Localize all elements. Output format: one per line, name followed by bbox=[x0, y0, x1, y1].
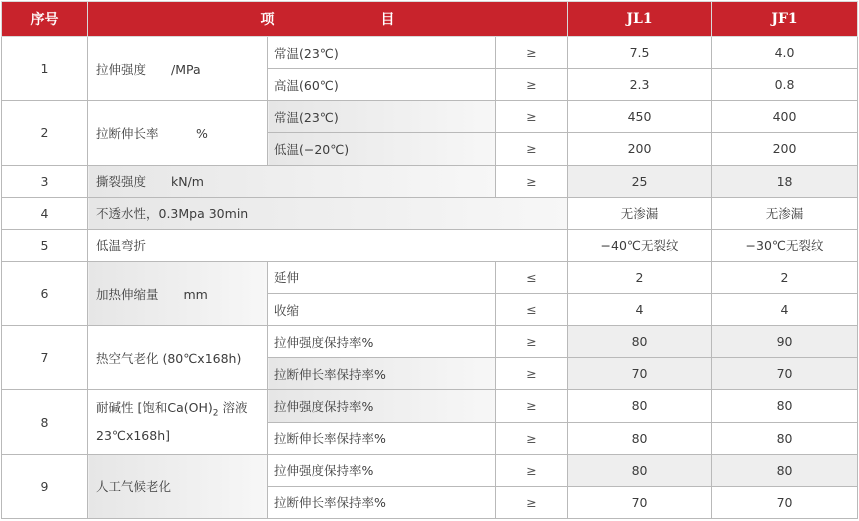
table-row bbox=[2, 197, 858, 229]
table-row bbox=[2, 165, 858, 197]
row-no: 9 bbox=[2, 454, 88, 518]
row-condition: 拉断伸长率保持率% bbox=[268, 486, 496, 518]
cell-jl1: 80 bbox=[568, 326, 712, 358]
header-item-left: 项 bbox=[260, 12, 275, 28]
cell-jl1: 80 bbox=[568, 422, 712, 454]
header-no: 序号 bbox=[2, 2, 88, 37]
cell-jl1: 200 bbox=[568, 133, 712, 165]
row-operator: ≥ bbox=[496, 486, 568, 518]
row-condition: 拉伸强度保持率% bbox=[268, 454, 496, 486]
table-row bbox=[2, 390, 858, 422]
cell-jf1: 无渗漏 bbox=[712, 197, 858, 229]
cell-jf1: 80 bbox=[712, 454, 858, 486]
row-no: 7 bbox=[2, 326, 88, 390]
row-label: 热空气老化 (80℃x168h) bbox=[88, 326, 268, 390]
table-row bbox=[2, 37, 858, 69]
row-operator: ≥ bbox=[496, 69, 568, 101]
row-label: 拉伸强度 /MPa bbox=[88, 37, 268, 101]
table-row bbox=[2, 454, 858, 486]
cell-jf1: 18 bbox=[712, 165, 858, 197]
cell-jf1: 400 bbox=[712, 101, 858, 133]
row-label: 低温弯折 bbox=[88, 229, 568, 261]
cell-jf1: 4.0 bbox=[712, 37, 858, 69]
row-label: 人工气候老化 bbox=[88, 454, 268, 518]
cell-jl1: 25 bbox=[568, 165, 712, 197]
cell-jf1: −30℃无裂纹 bbox=[712, 229, 858, 261]
cell-jf1: 70 bbox=[712, 486, 858, 518]
row-condition: 拉断伸长率保持率% bbox=[268, 358, 496, 390]
table-row bbox=[2, 101, 858, 133]
row-label: 加热伸缩量 mm bbox=[88, 261, 268, 325]
row-label: 不透水性，0.3Mpa 30min bbox=[88, 197, 568, 229]
row-operator: ≥ bbox=[496, 358, 568, 390]
cell-jl1: 70 bbox=[568, 486, 712, 518]
spec-table bbox=[1, 1, 858, 519]
cell-jf1: 80 bbox=[712, 422, 858, 454]
row-condition: 低温(−20℃) bbox=[268, 133, 496, 165]
row-condition: 高温(60℃) bbox=[268, 69, 496, 101]
cell-jf1: 80 bbox=[712, 390, 858, 422]
row-label-part: 耐碱性 [饱和Ca(OH) bbox=[96, 400, 213, 416]
row-operator: ≤ bbox=[496, 294, 568, 326]
header-jl1: JL1 bbox=[568, 2, 712, 37]
cell-jl1: 4 bbox=[568, 294, 712, 326]
cell-jf1: 200 bbox=[712, 133, 858, 165]
row-operator: ≤ bbox=[496, 261, 568, 293]
row-label: 拉断伸长率 % bbox=[88, 101, 268, 165]
row-label: 撕裂强度 kN/m bbox=[88, 165, 496, 197]
row-no: 5 bbox=[2, 229, 88, 261]
cell-jl1: 450 bbox=[568, 101, 712, 133]
cell-jl1: 70 bbox=[568, 358, 712, 390]
row-operator: ≥ bbox=[496, 37, 568, 69]
row-no: 6 bbox=[2, 261, 88, 325]
row-operator: ≥ bbox=[496, 101, 568, 133]
row-no: 3 bbox=[2, 165, 88, 197]
row-operator: ≥ bbox=[496, 165, 568, 197]
cell-jf1: 4 bbox=[712, 294, 858, 326]
row-label-subscript: 2 bbox=[212, 408, 219, 419]
row-no: 2 bbox=[2, 101, 88, 165]
row-condition: 拉伸强度保持率% bbox=[268, 390, 496, 422]
row-operator: ≥ bbox=[496, 454, 568, 486]
row-label-part: 溶液 bbox=[218, 400, 248, 416]
row-no: 8 bbox=[2, 390, 88, 454]
cell-jl1: 2 bbox=[568, 261, 712, 293]
cell-jl1: 80 bbox=[568, 454, 712, 486]
cell-jf1: 70 bbox=[712, 358, 858, 390]
row-condition: 拉伸强度保持率% bbox=[268, 326, 496, 358]
table-row bbox=[2, 229, 858, 261]
cell-jl1: 2.3 bbox=[568, 69, 712, 101]
row-condition: 拉断伸长率保持率% bbox=[268, 422, 496, 454]
header-jf1: JF1 bbox=[712, 2, 858, 37]
row-condition: 收缩 bbox=[268, 294, 496, 326]
row-operator: ≥ bbox=[496, 326, 568, 358]
cell-jf1: 90 bbox=[712, 326, 858, 358]
row-operator: ≥ bbox=[496, 390, 568, 422]
row-condition: 延伸 bbox=[268, 261, 496, 293]
header-item-right: 目 bbox=[380, 12, 395, 28]
row-no: 1 bbox=[2, 37, 88, 101]
table-row bbox=[2, 326, 858, 358]
cell-jf1: 0.8 bbox=[712, 69, 858, 101]
cell-jf1: 2 bbox=[712, 261, 858, 293]
cell-jl1: 无渗漏 bbox=[568, 197, 712, 229]
table-row bbox=[2, 261, 858, 293]
row-operator: ≥ bbox=[496, 422, 568, 454]
cell-jl1: −40℃无裂纹 bbox=[568, 229, 712, 261]
cell-jl1: 80 bbox=[568, 390, 712, 422]
header-row bbox=[2, 2, 858, 37]
row-condition: 常温(23℃) bbox=[268, 37, 496, 69]
row-no: 4 bbox=[2, 197, 88, 229]
cell-jl1: 7.5 bbox=[568, 37, 712, 69]
row-label bbox=[88, 390, 268, 454]
row-condition: 常温(23℃) bbox=[268, 101, 496, 133]
header-item bbox=[88, 2, 568, 37]
row-label-line2: 23℃x168h] bbox=[96, 427, 170, 443]
row-operator: ≥ bbox=[496, 133, 568, 165]
